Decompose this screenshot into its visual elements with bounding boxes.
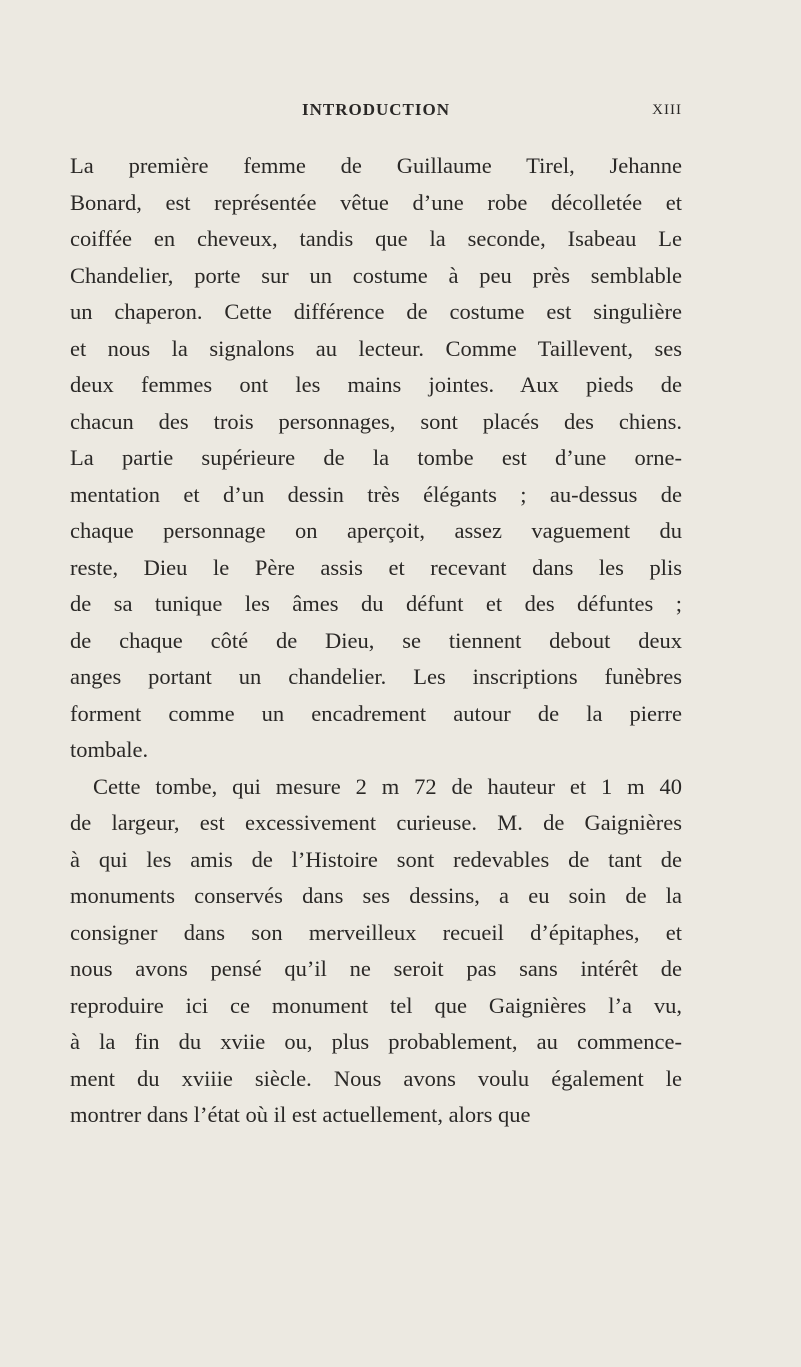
text-line: chaque personnage on aperçoit, assez vaguement du bbox=[70, 518, 682, 543]
text-line: de sa tunique les âmes du défunt et des défuntes ; bbox=[70, 591, 682, 616]
text-line: forment comme un encadrement autour de la pierre bbox=[70, 700, 682, 726]
text-line: deux femmes ont les mains jointes. Aux pieds de bbox=[70, 372, 682, 397]
text-line: un chaperon. Cette différence de costume est singulière bbox=[70, 299, 682, 324]
running-title: INTRODUCTION bbox=[301, 100, 451, 119]
text-line: reste, Dieu le Père assis et recevant dans les plis bbox=[70, 554, 682, 580]
page-header bbox=[70, 100, 682, 130]
text-line: La partie supérieure de la tombe est d’une orne- bbox=[70, 445, 682, 470]
text-line: consigner dans son merveilleux recueil d’épitaphes, et bbox=[70, 919, 682, 945]
page-number: XIII bbox=[652, 102, 682, 118]
body-text bbox=[70, 148, 682, 1134]
text-line: nous avons pensé qu’il ne seroit pas sans intérêt de bbox=[70, 956, 682, 981]
text-line: de largeur, est excessivement curieuse. M. de Gaignières bbox=[70, 810, 682, 835]
text-line: reproduire ici ce monument tel que Gaignières l’a vu, bbox=[70, 992, 682, 1018]
text-line: Cette tombe, qui mesure 2 m 72 de hauteur et 1 m 40 bbox=[93, 773, 682, 799]
text-line: coiffée en cheveux, tandis que la seconde, Isabeau Le bbox=[70, 226, 682, 251]
text-line: à la fin du xviie ou, plus probablement, au commence- bbox=[70, 1029, 682, 1054]
text-line: ment du xviiie siècle. Nous avons voulu également le bbox=[70, 1065, 682, 1091]
text-line: mentation et d’un dessin très élégants ; au-dessus de bbox=[70, 481, 682, 507]
text-line: montrer dans l’état où il est actuellement, alors que bbox=[70, 1102, 531, 1127]
text-line: à qui les amis de l’Histoire sont redevables de tant de bbox=[70, 846, 682, 872]
text-line: tombale. bbox=[70, 737, 149, 762]
text-line: La première femme de Guillaume Tirel, Jehanne bbox=[70, 153, 682, 178]
text-line: chacun des trois personnages, sont placés des chiens. bbox=[70, 408, 682, 434]
text-line: et nous la signalons au lecteur. Comme Taillevent, ses bbox=[70, 335, 682, 361]
text-line: Chandelier, porte sur un costume à peu près semblable bbox=[70, 262, 682, 288]
text-line: monuments conservés dans ses dessins, a eu soin de la bbox=[70, 883, 682, 908]
text-line: Bonard, est représentée vêtue d’une robe décolletée et bbox=[70, 189, 682, 215]
text-line: anges portant un chandelier. Les inscriptions funèbres bbox=[70, 664, 682, 689]
text-line: de chaque côté de Dieu, se tiennent debout deux bbox=[70, 627, 682, 653]
